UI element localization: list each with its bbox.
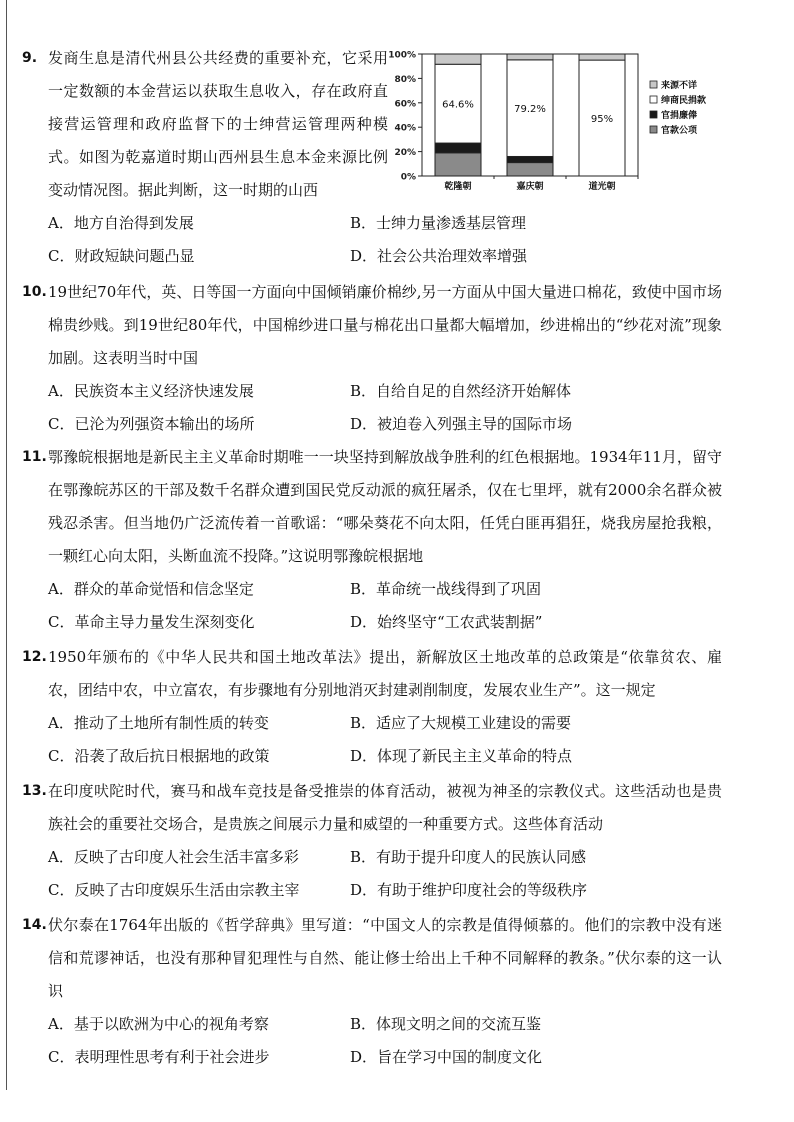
- bar-segment: [507, 156, 553, 162]
- option-c[interactable]: C．沿袭了敌后抗日根据地的政策: [48, 747, 270, 765]
- question-stem: 1950年颁布的《中华人民共和国土地改革法》提出，新解放区土地改革的总政策是“依靠贫农、雇农，团结中农，中立富农，有步骤地有分别地消灭封建剥削制度，发展农业生产”。这一规定: [48, 648, 722, 699]
- option-b[interactable]: B．体现文明之间的交流互鉴: [350, 1015, 542, 1033]
- option-a[interactable]: A．基于以欧洲为中心的视角考察: [48, 1015, 269, 1033]
- question-number: 11.: [22, 449, 47, 465]
- options-row-2: [48, 874, 722, 907]
- option-d[interactable]: D．体现了新民主主义革命的特点: [350, 747, 573, 765]
- option-b[interactable]: B．士绅力量渗透基层管理: [350, 214, 527, 232]
- legend-label: 官款公项: [661, 126, 698, 136]
- option-a[interactable]: A．地方自治得到发展: [48, 214, 194, 232]
- y-tick-label: 100%: [388, 50, 416, 61]
- option-b[interactable]: B．适应了大规模工业建设的需要: [350, 714, 572, 732]
- question-stem: 19世纪70年代，英、日等国一方面向中国倾销廉价棉纱,另一方面从中国大量进口棉花，致使中国市场棉贵纱贱。到19世纪80年代，中国棉纱进口量与棉花出口量都大幅增加，纱进棉出的“纱花对流”现象加剧。这表明当时中国: [48, 283, 722, 367]
- question-number: 14.: [22, 917, 47, 933]
- legend-swatch: [650, 111, 657, 118]
- options-row-1: [48, 207, 722, 240]
- left-margin-line: [6, 0, 7, 1090]
- option-a[interactable]: A．民族资本主义经济快速发展: [48, 382, 254, 400]
- option-b[interactable]: B．革命统一战线得到了巩固: [350, 580, 542, 598]
- bar-segment: [435, 143, 481, 153]
- question-stem: 伏尔泰在1764年出版的《哲学辞典》里写道：“中国文人的宗教是值得倾慕的。他们的宗教中没有迷信和荒谬神话，也没有那种冒犯理性与自然、能让修士给出上千种不同解释的教条。”伏尔泰的这一认识: [48, 916, 722, 1000]
- legend-label: 官捐廉俸: [661, 111, 698, 121]
- option-d[interactable]: D．始终坚守“工农武装割据”: [350, 613, 543, 631]
- question-number: 9.: [22, 50, 38, 66]
- options-row-2: [48, 606, 722, 639]
- y-tick-label: 40%: [394, 123, 416, 134]
- question-number: 13.: [22, 783, 47, 799]
- x-tick-label: 乾隆朝: [444, 182, 472, 192]
- question-number: 12.: [22, 649, 47, 665]
- legend-label: 绅商民捐款: [661, 96, 707, 106]
- y-tick-label: 0%: [400, 172, 416, 183]
- x-tick-label: 嘉庆朝: [516, 182, 544, 192]
- option-b[interactable]: B．自给自足的自然经济开始解体: [350, 382, 572, 400]
- option-c[interactable]: C．表明理性思考有利于社会进步: [48, 1048, 270, 1066]
- bar-segment: [435, 153, 481, 176]
- options-row-1: [48, 375, 722, 408]
- question-stem: 在印度吠陀时代，赛马和战车竞技是备受推崇的体育活动，被视为神圣的宗教仪式。这些活动也是贵族社会的重要社交场合，是贵族之间展示力量和威望的一种重要方式。这些体育活动: [48, 782, 722, 833]
- option-c[interactable]: C．革命主导力量发生深刻变化: [48, 613, 255, 631]
- options-row-1: [48, 573, 722, 606]
- legend-swatch: [650, 126, 657, 133]
- options-row-1: [48, 1008, 722, 1041]
- data-label: 95%: [590, 114, 614, 126]
- question-13: [22, 775, 722, 907]
- data-label: 79.2%: [514, 104, 546, 116]
- option-d[interactable]: D．旨在学习中国的制度文化: [350, 1048, 543, 1066]
- question-14: [22, 909, 722, 1074]
- bar-segment: [579, 54, 625, 60]
- option-d[interactable]: D．有助于维护印度社会的等级秩序: [350, 881, 588, 899]
- options-row-2: [48, 740, 722, 773]
- bar-segment: [507, 163, 553, 176]
- legend-swatch: [650, 96, 657, 103]
- option-a[interactable]: A．群众的革命觉悟和信念坚定: [48, 580, 254, 598]
- option-b[interactable]: B．有助于提升印度人的民族认同感: [350, 848, 587, 866]
- bar-segment: [507, 54, 553, 60]
- option-c[interactable]: C．已沦为列强资本输出的场所: [48, 415, 255, 433]
- options-row-1: [48, 841, 722, 874]
- option-c[interactable]: C．反映了古印度娱乐生活由宗教主宰: [48, 881, 300, 899]
- option-a[interactable]: A．推动了土地所有制性质的转变: [48, 714, 269, 732]
- y-tick-label: 20%: [394, 148, 416, 159]
- stacked-bar-chart: [378, 46, 728, 196]
- question-stem: 发商生息是清代州县公共经费的重要补充，它采用一定数额的本金营运以获取生息收入，存在政府直接营运管理和政府监督下的士绅营运管理两种模式。如图为乾嘉道时期山西州县生息本金来源比例变动情况图。据此判断，这一时期的山西: [48, 49, 388, 199]
- legend-swatch: [650, 81, 657, 88]
- option-d[interactable]: D．社会公共治理效率增强: [350, 247, 528, 265]
- option-d[interactable]: D．被迫卷入列强主导的国际市场: [350, 415, 573, 433]
- question-number: 10.: [22, 284, 47, 300]
- data-label: 64.6%: [442, 99, 474, 111]
- question-12: [22, 641, 722, 773]
- question-stem: 鄂豫皖根据地是新民主主义革命时期唯一一块坚持到解放战争胜利的红色根据地。1934年11月，留守在鄂豫皖苏区的干部及数千名群众遭到国民党反动派的疯狂屠杀，仅在七里坪，就有2000余名群众被残忍杀害。但当地仍广泛流传着一首歌谣：“哪朵葵花不向太阳，任凭白匪再猖狂，烧我房屋抢我粮，一颗红心向太阳，头断血流不投降。”这说明鄂豫皖根据地: [48, 448, 722, 565]
- options-row-2: [48, 240, 722, 273]
- question-11: [22, 441, 722, 639]
- legend-label: 来源不详: [661, 81, 698, 91]
- bar-segment: [435, 54, 481, 64]
- options-row-2: [48, 1041, 722, 1074]
- options-row-1: [48, 707, 722, 740]
- y-tick-label: 80%: [394, 74, 416, 85]
- option-a[interactable]: A．反映了古印度人社会生活丰富多彩: [48, 848, 299, 866]
- options-row-2: [48, 408, 722, 441]
- y-tick-label: 60%: [394, 99, 416, 110]
- question-10: [22, 276, 722, 441]
- option-c[interactable]: C．财政短缺问题凸显: [48, 247, 195, 265]
- x-tick-label: 道光朝: [588, 182, 616, 192]
